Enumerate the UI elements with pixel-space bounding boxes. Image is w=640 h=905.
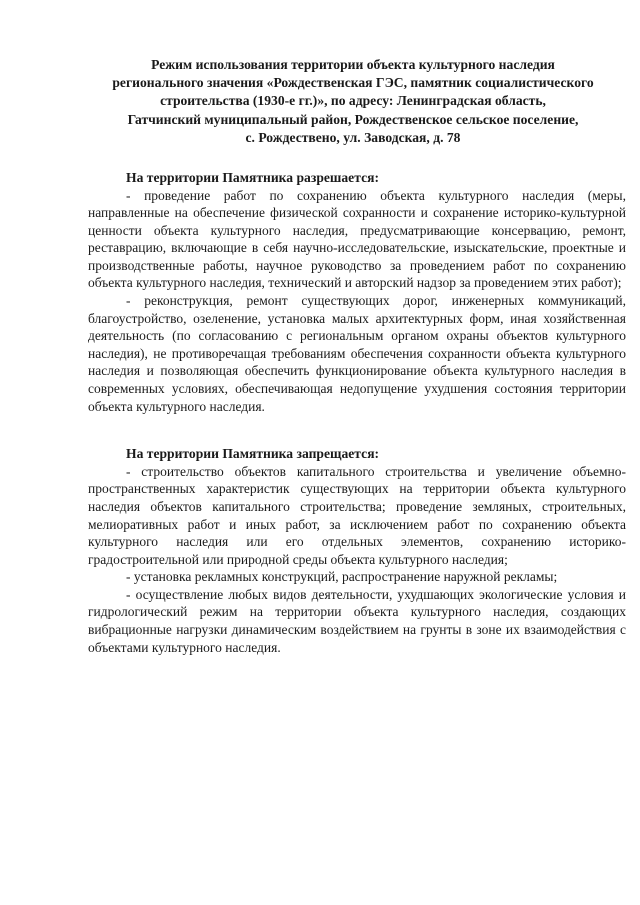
document-title: [84, 56, 622, 147]
prohibited-item: - строительство объектов капитального строительства и увеличение объемно-пространственных характеристик существующих на территории объекта культурного наследия объектов капитального строительства; проведение земляных, строительных, мелиоративных работ и иных работ, за исключением работ по сохранению объекта культурного наследия или его отдельных элементов, сохранению историко-градостроительной или природной среды объекта культурного наследия;: [88, 463, 626, 567]
allowed-item: - реконструкция, ремонт существующих дорог, инженерных коммуникаций, благоустройство, озеленение, установка малых архитектурных форм, иная хозяйственная деятельность (по согласованию с региональным органом охраны объектов культурного наследия), не противоречащая требованиям обеспечения сохранности объекта культурного наследия и позволяющая обеспечить функционирование объекта культурного наследия в современных условиях, обеспечивающая недопущение ухудшения состояния территории объекта культурного наследия.: [88, 293, 626, 414]
allowed-item: - проведение работ по сохранению объекта культурного наследия (меры, направленные на обеспечение физической сохранности и сохранение историко-культурной ценности объекта культурного наследия, предусматривающие консервацию, ремонт, реставрацию, включающие в себя научно-исследовательские, изыскательские, проектные и производственные работы, научное руководство за проведением работ по сохранению объекта культурного наследия, технический и авторский надзор за проведением этих работ);: [88, 187, 626, 291]
prohibited-section: [88, 445, 626, 656]
prohibited-item: - осуществление любых видов деятельности, ухудшающих экологические условия и гидрологический режим на территории объекта культурного наследия, создающих вибрационные нагрузки динамическим воздействием на грунты в зоне их взаимодействия с объектами культурного наследия.: [88, 586, 626, 655]
title-line: Гатчинский муниципальный район, Рождественское сельское поселение,: [127, 111, 579, 127]
title-line: с. Рождествено, ул. Заводская, д. 78: [245, 129, 461, 145]
title-line: регионального значения «Рождественская ГЭС, памятник социалистического: [112, 75, 594, 91]
prohibited-item: - установка рекламных конструкций, распространение наружной рекламы;: [126, 569, 558, 585]
prohibited-heading: На территории Памятника запрещается:: [126, 446, 380, 462]
allowed-heading: На территории Памятника разрешается:: [126, 170, 379, 186]
title-line: Режим использования территории объекта культурного наследия: [151, 57, 555, 72]
title-line: строительства (1930-е гг.)», по адресу: Ленинградская область,: [160, 93, 546, 109]
allowed-section: [88, 169, 626, 415]
